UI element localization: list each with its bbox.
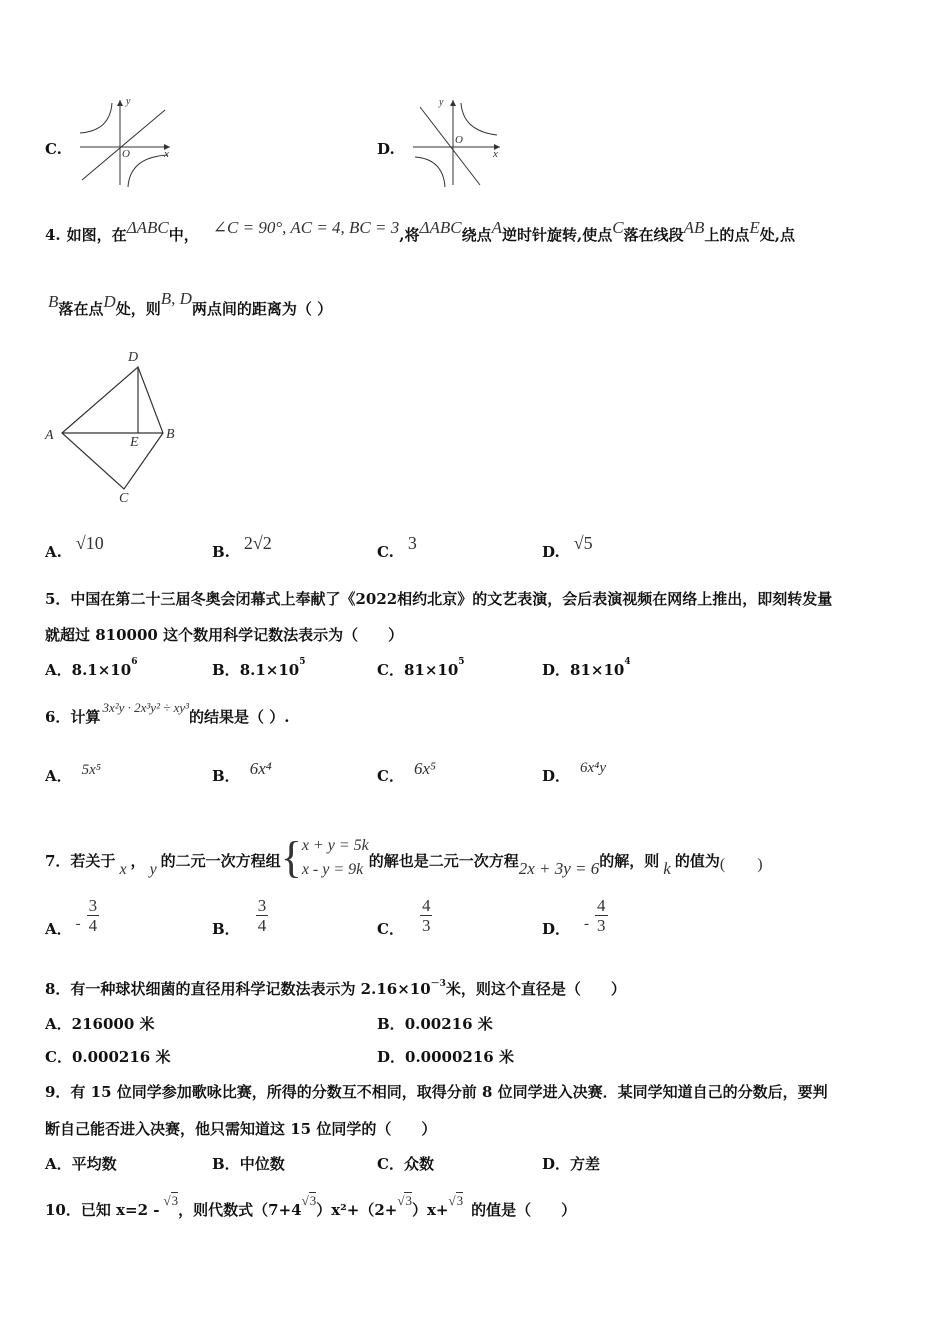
q5-option-c: C．$81\times 10^5$ bbox=[377, 657, 465, 679]
q8-option-b: B．0.00216 米 bbox=[377, 1015, 493, 1033]
q9-option-b: B．中位数 bbox=[212, 1155, 285, 1173]
q3-option-d-label: D. bbox=[377, 140, 395, 158]
q3-option-d-graph bbox=[405, 95, 505, 190]
q3-option-c-label: C. bbox=[45, 140, 62, 158]
hyperbola-branch-2 bbox=[415, 157, 445, 187]
y-label: y bbox=[439, 97, 444, 108]
label-C: C bbox=[119, 491, 129, 506]
origin-label: O bbox=[122, 148, 130, 160]
q9-option-c: C．众数 bbox=[377, 1155, 434, 1173]
y-label: y bbox=[126, 96, 131, 107]
x-label: x bbox=[164, 148, 169, 160]
q10-stem: 10．已知 x=2 -√3，则代数式（7+4√3）x²+（2+√3）x+√3的值是（ ） bbox=[45, 1193, 577, 1219]
q4-option-a: A. √10 bbox=[45, 533, 104, 561]
q4-option-c: C. 3 bbox=[377, 533, 417, 561]
q8-option-d: D．0.0000216 米 bbox=[377, 1048, 514, 1066]
q9-line-2: 断自己能否进入决赛，他只需知道这 15 位同学的（ ） bbox=[45, 1120, 437, 1138]
q6-option-b: B． 6x⁴ bbox=[212, 759, 272, 785]
q7-option-d: D． - $\frac{4}{3}$ bbox=[542, 896, 606, 938]
q7-stem: 7．若关于 x ， y 的二元一次方程组{ x + y = 5k x - y = 9k 的解也是二元一次方程2x + 3y = 6的解，则 k 的值为( ) bbox=[45, 833, 763, 882]
q4-option-d: D. √5 bbox=[542, 533, 593, 561]
label-B: B bbox=[166, 427, 175, 442]
q7-option-b: B． $\frac{3}{4}$ bbox=[212, 896, 267, 938]
q8-stem: 8．有一种球状细菌的直径用科学记数法表示为 $2.16\times 10^{-3}$米，则这个直径是（ ） bbox=[45, 979, 626, 998]
q7-option-c: C． $\frac{4}{3}$ bbox=[377, 896, 431, 938]
hyperbola-branch-2 bbox=[128, 155, 168, 187]
q5-option-d: D．$81\times 10^4$ bbox=[542, 657, 631, 679]
linear-function-line bbox=[82, 110, 165, 180]
quadrilateral-ADBC bbox=[62, 367, 163, 489]
q9-option-a: A．平均数 bbox=[45, 1155, 117, 1173]
q7-option-a: A． - $\frac{3}{4}$ bbox=[45, 896, 98, 938]
q3-option-c-graph bbox=[70, 95, 180, 190]
q9-line-1: 9．有 15 位同学参加歌咏比赛，所得的分数互不相同，取得分前 8 位同学进入决赛．某同学知道自己的分数后，要判 bbox=[45, 1083, 828, 1101]
q8-option-a: A．216000 米 bbox=[45, 1015, 155, 1033]
label-E: E bbox=[130, 435, 139, 450]
q4-figure bbox=[40, 345, 190, 510]
q5-option-b: B．$8.1\times 10^5$ bbox=[212, 657, 306, 679]
q5-line-2: 就超过 810000 这个数用科学记数法表示为（ ） bbox=[45, 626, 404, 644]
q6-stem: 6．计算3x²y · 2x³y² ÷ xy³的结果是（ ）. bbox=[45, 700, 290, 726]
q9-option-d: D．方差 bbox=[542, 1155, 601, 1173]
linear-function-line bbox=[420, 107, 480, 185]
hyperbola-branch-1 bbox=[461, 103, 497, 135]
label-D: D bbox=[128, 350, 139, 365]
q4-line-2: B落在点D处，则B, D两点间的距离为（ ） bbox=[48, 289, 333, 318]
q5-line-1: 5．中国在第二十三届冬奥会闭幕式上奉献了《2022相约北京》的文艺表演，会后表演视频在网络上推出，即刻转发量 bbox=[45, 590, 833, 608]
x-label: x bbox=[493, 148, 498, 160]
q6-option-c: C． 6x⁵ bbox=[377, 759, 436, 785]
q8-option-c: C．0.000216 米 bbox=[45, 1048, 171, 1066]
q4-option-b: B. 2√2 bbox=[212, 533, 272, 561]
q4-line-1: 4. 如图，在ΔABC中， ∠C = 90°, AC = 4, BC = 3,将ΔABC绕点A逆时针旋转,使点C落在线段AB上的点E处,点 bbox=[45, 218, 795, 244]
q5-option-a: A．$8.1\times 10^6$ bbox=[45, 657, 138, 679]
q6-option-d: D． 6x⁴y bbox=[542, 760, 607, 785]
q6-option-a: A． 5x⁵ bbox=[45, 762, 102, 785]
label-A: A bbox=[45, 428, 54, 443]
hyperbola-branch-1 bbox=[80, 103, 112, 133]
q7-equation-system: { x + y = 5k x - y = 9k bbox=[280, 833, 369, 882]
origin-label: O bbox=[455, 134, 463, 146]
